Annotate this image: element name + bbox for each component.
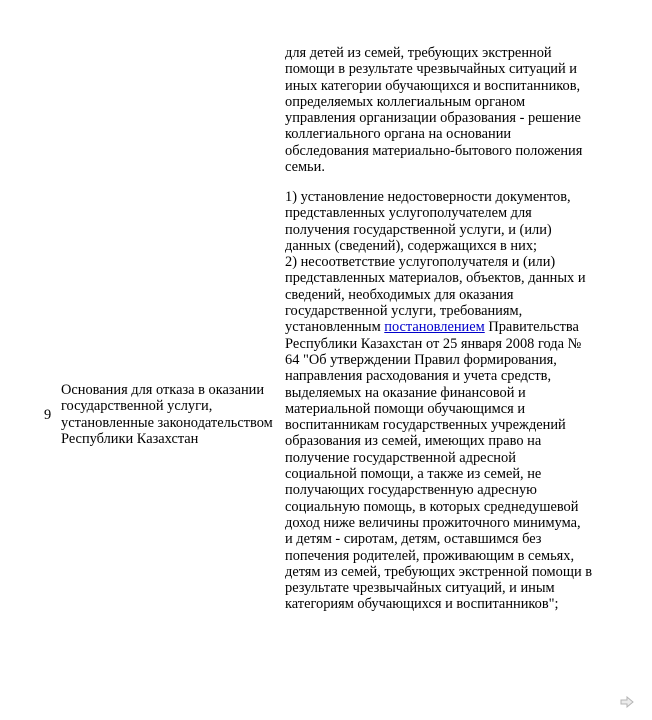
text-line: представленных услугополучателем для [285, 205, 532, 222]
text-line: получающих государственную адресную [285, 482, 537, 499]
text-line: семьи. [285, 159, 325, 176]
text-line: для детей из семей, требующих экстренной [285, 45, 552, 61]
text-line: 2) несоответствие услугополучателя и (или) [285, 254, 556, 271]
text-line: государственной услуги, требованиям, [285, 303, 523, 320]
next-page-arrow-icon[interactable] [620, 696, 634, 708]
text-line: сведений, необходимых для оказания [285, 286, 514, 303]
text-line: коллегиального органа на основании [285, 126, 512, 143]
text-line: Республики Казахстан от 25 января 2008 года № [285, 335, 582, 352]
text-line: получение государственной адресной [285, 449, 516, 466]
label-line: государственной услуги, [61, 398, 213, 415]
text-line: получения государственной услуги, и (или) [285, 221, 552, 238]
text-line: образования из семей, имеющих право на [285, 433, 542, 450]
text-line: попечения родителей, проживающим в семьях, [285, 547, 575, 564]
text-line: доход ниже величины прожиточного минимума, [285, 514, 581, 531]
row-content [285, 189, 625, 613]
text-line: 1) установление недостоверности документов, [285, 189, 571, 205]
row-number: 9 [44, 407, 52, 423]
label-line: установленные законодательством [61, 414, 273, 431]
text-line: детям из семей, требующих экстренной помощи в [285, 563, 593, 580]
label-line: Основания для отказа в оказании [61, 382, 265, 398]
text-line: социальную помощь, в которых среднедушевой [285, 498, 579, 515]
text-line: социальной помощи, а также из семей, не [285, 466, 542, 483]
text-line: результате чрезвычайных ситуаций, и иным [285, 580, 555, 597]
text-line: представленных материалов, объектов, данных и [285, 270, 586, 287]
row-label [61, 382, 283, 447]
previous-row-continuation [285, 45, 625, 175]
text-line: направления расходования и учета средств, [285, 368, 552, 385]
text-line: воспитанникам государственных учреждений [285, 417, 566, 434]
text-line: иных категории обучающихся и воспитанников, [285, 77, 581, 94]
text-line: управления организации образования - решение [285, 110, 581, 127]
text-line: данных (сведений), содержащихся в них; [285, 237, 538, 254]
link-prefix: установленным [285, 319, 385, 336]
text-line: определяемых коллегиальным органом [285, 93, 526, 110]
text-line: категориям обучающихся и воспитанников"; [285, 596, 559, 613]
text-line: 64 "Об утверждении Правил формирования, [285, 351, 557, 368]
text-line: и детям - сиротам, детям, оставшимся без [285, 531, 542, 548]
text-line-with-link [285, 319, 625, 335]
link-suffix: Правительства [484, 319, 579, 336]
text-line: выделяемых на оказание финансовой и [285, 384, 526, 401]
text-line: помощи в результате чрезвычайных ситуаций и [285, 61, 577, 78]
resolution-link[interactable]: постановлением [384, 319, 485, 336]
label-line: Республики Казахстан [61, 430, 199, 447]
text-line: материальной помощи обучающимся и [285, 400, 526, 417]
text-line: обследования материально-бытового положения [285, 142, 583, 159]
